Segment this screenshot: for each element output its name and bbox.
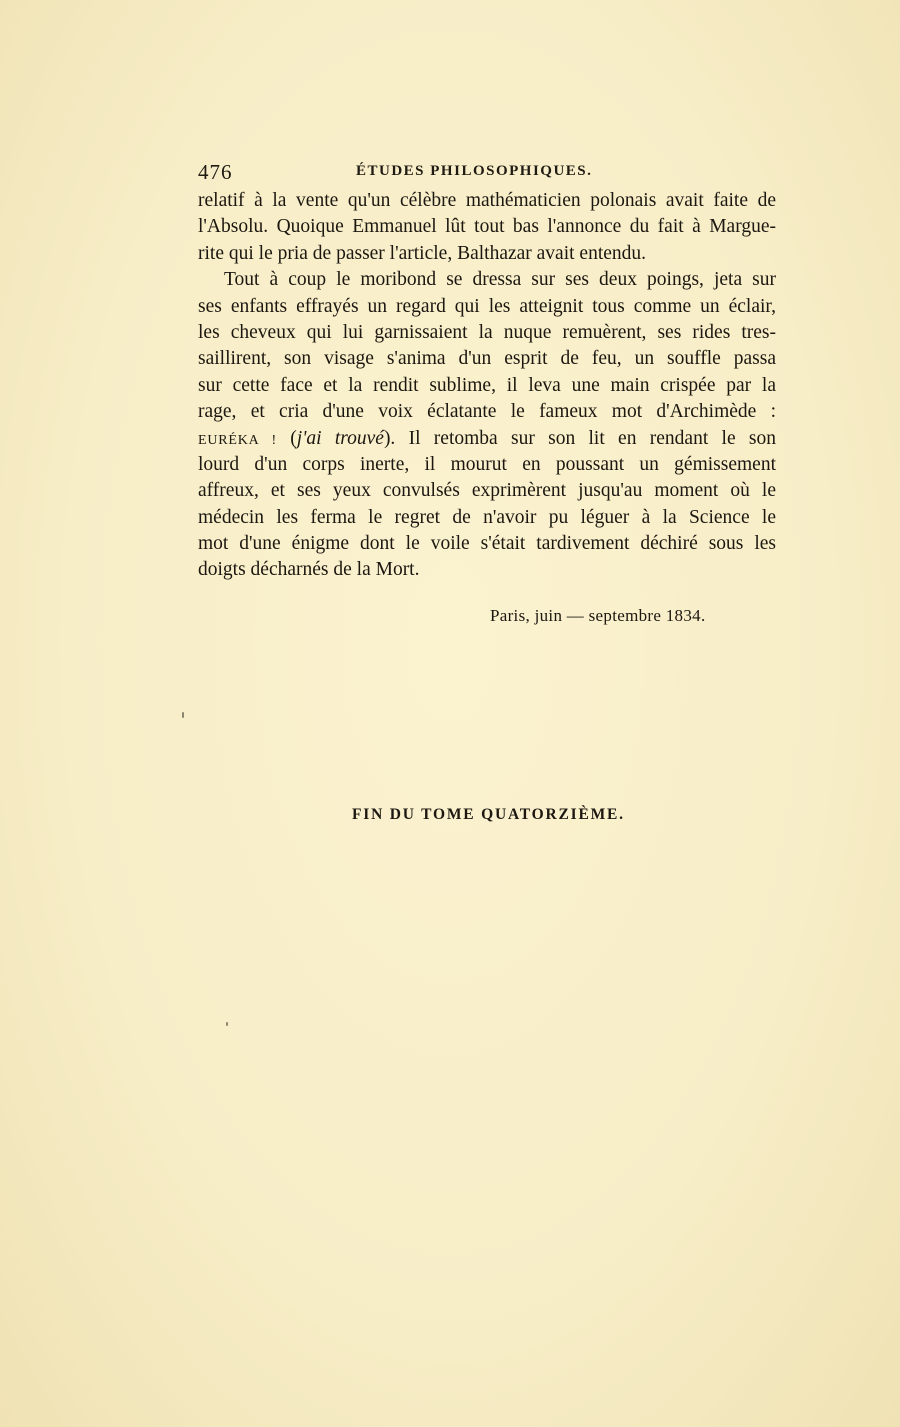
text-line: rite qui le pria de passer l'article, Balthazar avait entendu. bbox=[198, 242, 647, 264]
paragraph-start-line: Tout à coup le moribond se dressa sur ses deux poings, jeta sur bbox=[224, 269, 776, 291]
eureka-line bbox=[198, 426, 776, 452]
page-number: 476 bbox=[198, 160, 233, 184]
text-line: affreux, et ses yeux convulsés exprimèrent jusqu'au moment où le bbox=[198, 480, 776, 502]
italic-translation: j'ai trouvé bbox=[296, 427, 384, 449]
eureka-word: EURÉKA ! bbox=[198, 432, 277, 448]
paper-speck bbox=[226, 1022, 228, 1026]
running-head: ÉTUDES PHILOSOPHIQUES. bbox=[356, 163, 593, 179]
page-header bbox=[198, 160, 778, 186]
text-line: l'Absolu. Quoique Emmanuel lût tout bas l'annonce du fait à Margue- bbox=[198, 216, 776, 238]
text-line: ses enfants effrayés un regard qui les atteignit tous comme un éclair, bbox=[198, 295, 776, 317]
text-line: lourd d'un corps inerte, il mourut en poussant un gémissement bbox=[198, 453, 776, 475]
text-line: doigts décharnés de la Mort. bbox=[198, 559, 420, 581]
bleed-through-text bbox=[205, 560, 785, 1260]
text-line: mot d'une énigme dont le voile s'était tardivement déchiré sous les bbox=[198, 533, 776, 555]
text-line: saillirent, son visage s'anima d'un esprit de feu, un souffle passa bbox=[198, 348, 776, 370]
text-line: médecin les ferma le regret de n'avoir pu léguer à la Science le bbox=[198, 506, 776, 528]
text-line: relatif à la vente qu'un célèbre mathématicien polonais avait faite de bbox=[198, 190, 776, 211]
body-text bbox=[198, 188, 776, 584]
colophon: FIN DU TOME QUATORZIÈME. bbox=[352, 806, 625, 823]
eureka-line-rest: ). Il retomba sur son lit en rendant le son bbox=[383, 427, 776, 449]
text-line: sur cette face et la rendit sublime, il leva une main crispée par la bbox=[198, 374, 776, 396]
text-line: rage, et cria d'une voix éclatante le fameux mot d'Archimède : bbox=[198, 401, 776, 423]
place-date-signature: Paris, juin — septembre 1834. bbox=[490, 606, 706, 625]
text-line: les cheveux qui lui garnissaient la nuque remuèrent, ses rides tres- bbox=[198, 321, 776, 343]
paper-speck bbox=[182, 712, 184, 718]
open-paren: ( bbox=[276, 427, 297, 449]
